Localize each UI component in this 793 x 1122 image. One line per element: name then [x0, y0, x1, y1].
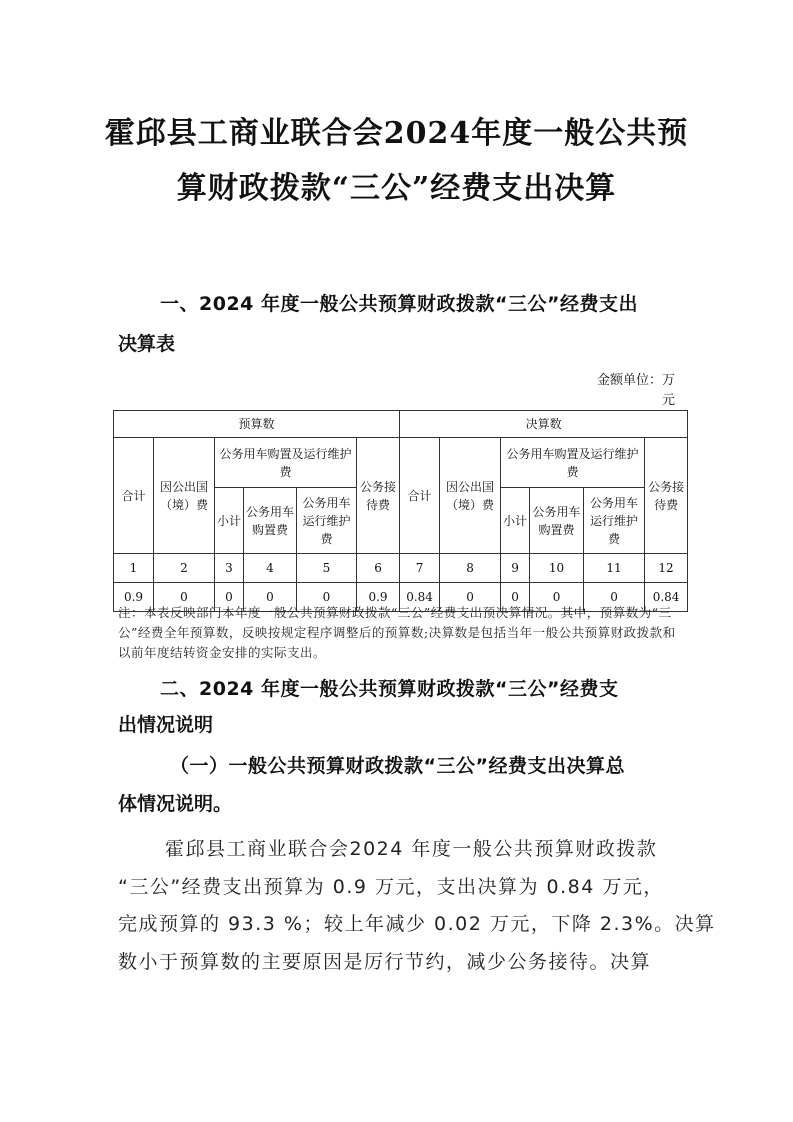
body-paragraph-line: 数小于预算数的主要原因是厉行节约，减少公务接待。决算 — [118, 951, 652, 973]
index-cell: 8 — [440, 554, 501, 583]
header-reception: 公务接待费 — [357, 438, 400, 554]
section2-heading-line2: 出情况说明 — [118, 714, 214, 736]
value-cell: 0 — [154, 583, 215, 612]
final-group-header: 决算数 — [400, 411, 688, 438]
index-cell: 2 — [154, 554, 215, 583]
header-car: 公务用车购置及运行维护费 — [501, 438, 645, 488]
index-cell: 7 — [400, 554, 440, 583]
header-car-purchase: 公务用车购置费 — [530, 488, 584, 554]
index-cell: 5 — [297, 554, 357, 583]
value-cell: 0 — [501, 583, 530, 612]
value-cell: 0.9 — [357, 583, 400, 612]
section1-heading-line2: 决算表 — [118, 333, 176, 355]
index-cell: 9 — [501, 554, 530, 583]
value-cell: 0.84 — [645, 583, 688, 612]
index-cell: 10 — [530, 554, 584, 583]
value-cell: 0 — [215, 583, 244, 612]
value-cell: 0 — [440, 583, 501, 612]
header-car-operation: 公务用车运行维护费 — [297, 488, 357, 554]
header-reception: 公务接待费 — [645, 438, 688, 554]
header-car-purchase: 公务用车购置费 — [244, 488, 297, 554]
header-total: 合计 — [400, 438, 440, 554]
index-cell: 12 — [645, 554, 688, 583]
subsection1-heading-line2: 体情况说明。 — [118, 793, 233, 815]
header-subtotal: 小计 — [501, 488, 530, 554]
header-abroad: 因公出国（境）费 — [154, 438, 215, 554]
index-cell: 6 — [357, 554, 400, 583]
header-car: 公务用车购置及运行维护费 — [215, 438, 357, 488]
header-subtotal: 小计 — [215, 488, 244, 554]
value-cell: 0 — [244, 583, 297, 612]
value-cell: 0 — [584, 583, 645, 612]
unit-label-line2: 元 — [661, 393, 675, 408]
body-paragraph-line: 霍邱县工商业联合会2024 年度一般公共预算财政拨款 — [165, 838, 658, 860]
table-note: 注：本表反映部门本年度一般公共预算财政拨款“三公”经费支出预决算情况。其中，预算数为“三公”经费全年预算数，反映按规定程序调整后的预算数;决算数是包括当年一般公共预算财政拨款和以前年度结转资金安排的实际支出。 — [118, 605, 676, 660]
doc-title-line2: 算财政拨款“三公”经费支出决算 — [176, 171, 617, 206]
unit-label-line1: 金额单位：万 — [596, 373, 675, 388]
index-cell: 1 — [114, 554, 154, 583]
value-cell: 0 — [297, 583, 357, 612]
section1-heading-line1: 一、2024 年度一般公共预算财政拨款“三公”经费支出 — [160, 293, 638, 315]
index-cell: 11 — [584, 554, 645, 583]
section2-heading-line1: 二、2024 年度一般公共预算财政拨款“三公”经费支 — [160, 678, 619, 700]
body-paragraph-line: 完成预算的 93.3 %；较上年减少 0.02 万元，下降 2.3%。决算 — [118, 913, 716, 935]
subsection1-heading-line1: （一）一般公共预算财政拨款“三公”经费支出决算总 — [170, 755, 625, 777]
value-cell: 0 — [530, 583, 584, 612]
index-cell: 4 — [244, 554, 297, 583]
header-total: 合计 — [114, 438, 154, 554]
header-abroad: 因公出国（境）费 — [440, 438, 501, 554]
table-row-index — [114, 554, 688, 583]
budget-group-header: 预算数 — [114, 411, 400, 438]
doc-title-line1: 霍邱县工商业联合会2024年度一般公共预 — [104, 116, 689, 151]
value-cell: 0.9 — [114, 583, 154, 612]
value-cell: 0.84 — [400, 583, 440, 612]
header-car-operation: 公务用车运行维护费 — [584, 488, 645, 554]
three-public-expenses-table — [113, 410, 688, 612]
body-paragraph-line: “三公”经费支出预算为 0.9 万元，支出决算为 0.84 万元， — [118, 876, 664, 898]
index-cell: 3 — [215, 554, 244, 583]
